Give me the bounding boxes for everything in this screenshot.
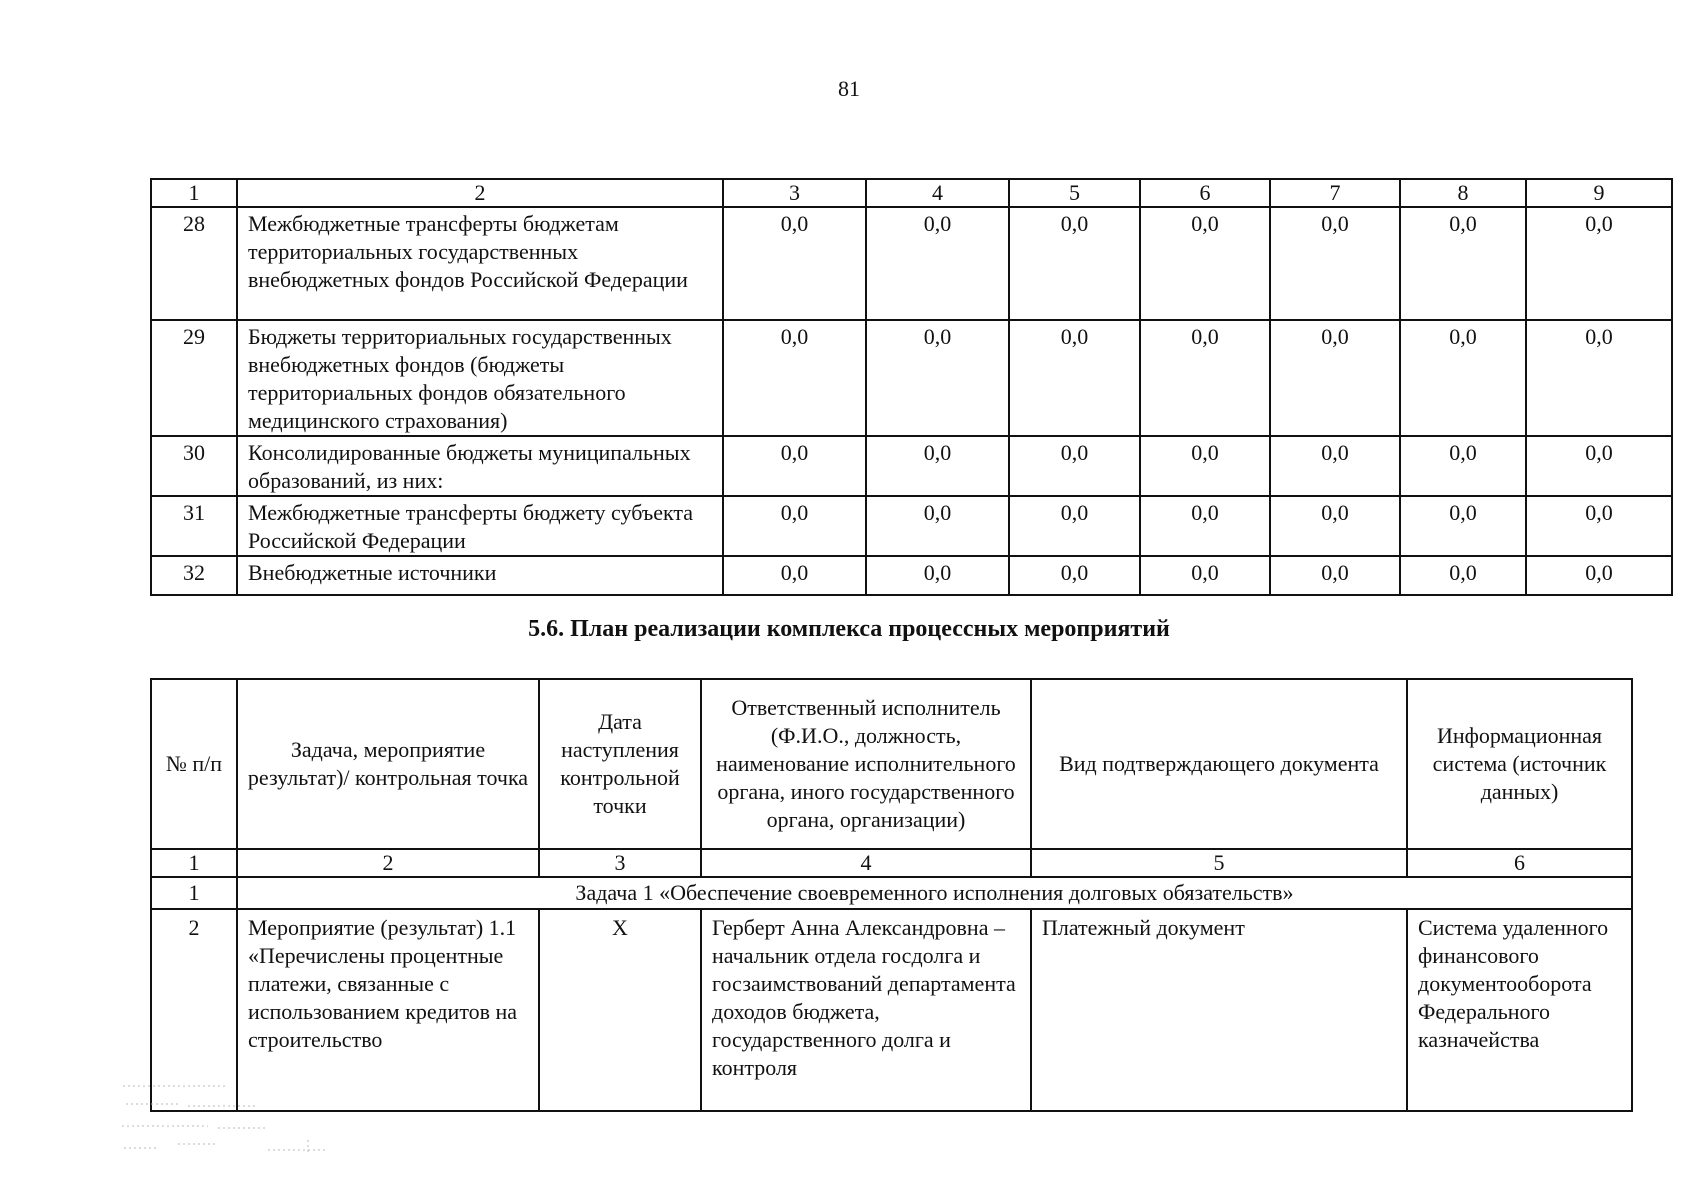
row-value: 0,0	[1400, 207, 1526, 320]
column-number: 4	[701, 849, 1031, 877]
column-number: 3	[723, 179, 866, 207]
column-numbers-row	[151, 849, 1632, 877]
row-value: 0,0	[1140, 320, 1270, 436]
row-number: 30	[151, 436, 237, 496]
task-row	[151, 877, 1632, 909]
row-number: 32	[151, 556, 237, 595]
column-number: 5	[1009, 179, 1140, 207]
header-number: № п/п	[151, 679, 237, 849]
table-row	[151, 909, 1632, 1111]
row-value: 0,0	[1140, 556, 1270, 595]
header-date: Дата наступления контрольной точки	[539, 679, 701, 849]
row-value: 0,0	[723, 556, 866, 595]
table-row	[151, 207, 1672, 320]
row-value: 0,0	[1140, 496, 1270, 556]
row-value: 0,0	[866, 496, 1009, 556]
row-value: 0,0	[1526, 320, 1672, 436]
row-value: 0,0	[1009, 436, 1140, 496]
row-value: 0,0	[1400, 496, 1526, 556]
column-number: 6	[1407, 849, 1632, 877]
column-number: 9	[1526, 179, 1672, 207]
row-value: 0,0	[723, 320, 866, 436]
table-row	[151, 496, 1672, 556]
row-name: Внебюджетные источники	[237, 556, 723, 595]
row-value: 0,0	[1400, 556, 1526, 595]
table-header-row	[151, 179, 1672, 207]
header-system: Информационная система (источник данных)	[1407, 679, 1632, 849]
row-value: 0,0	[1270, 496, 1400, 556]
row-value: 0,0	[866, 556, 1009, 595]
row-value: 0,0	[1400, 320, 1526, 436]
responsible-cell: Герберт Анна Александровна – начальник отдела госдолга и госзаимствований департамента доходов бюджета, государственного долга и контроля	[701, 909, 1031, 1111]
column-number: 5	[1031, 849, 1407, 877]
row-value: 0,0	[1270, 556, 1400, 595]
row-number: 31	[151, 496, 237, 556]
row-value: 0,0	[1400, 436, 1526, 496]
page-number: 81	[838, 76, 860, 101]
table-row	[151, 556, 1672, 595]
row-value: 0,0	[1526, 556, 1672, 595]
header-task: Задача, мероприятие результат)/ контрольная точка	[237, 679, 539, 849]
column-number: 4	[866, 179, 1009, 207]
row-value: 0,0	[866, 207, 1009, 320]
row-value: 0,0	[1140, 207, 1270, 320]
row-name: Межбюджетные трансферты бюджету субъекта Российской Федерации	[237, 496, 723, 556]
row-name: Бюджеты территориальных государственных внебюджетных фондов (бюджеты территориальных фондов обязательного медицинского страхования)	[237, 320, 723, 436]
column-number: 7	[1270, 179, 1400, 207]
table-header-row	[151, 679, 1632, 849]
row-value: 0,0	[1270, 320, 1400, 436]
row-value: 0,0	[866, 320, 1009, 436]
section-title: 5.6. План реализации комплекса процессных мероприятий	[528, 616, 1170, 642]
table-row	[151, 436, 1672, 496]
document-cell: Платежный документ	[1031, 909, 1407, 1111]
funding-table	[150, 178, 1673, 596]
process-plan-table	[150, 678, 1633, 1112]
row-value: 0,0	[1526, 436, 1672, 496]
task-title: Задача 1 «Обеспечение своевременного исполнения долговых обязательств»	[237, 877, 1632, 909]
row-value: 0,0	[723, 496, 866, 556]
row-number: 29	[151, 320, 237, 436]
row-value: 0,0	[1270, 207, 1400, 320]
activity-text: Мероприятие (результат) 1.1 «Перечислены процентные платежи, связанные с использованием кредитов на строительство	[237, 909, 539, 1111]
row-number: 1	[151, 877, 237, 909]
row-value: 0,0	[1009, 496, 1140, 556]
column-number: 8	[1400, 179, 1526, 207]
table-row	[151, 320, 1672, 436]
system-cell: Система удаленного финансового документооборота Федерального казначейства	[1407, 909, 1632, 1111]
row-value: 0,0	[723, 207, 866, 320]
row-value: 0,0	[1140, 436, 1270, 496]
row-value: 0,0	[1009, 207, 1140, 320]
column-number: 1	[151, 849, 237, 877]
row-value: 0,0	[1009, 320, 1140, 436]
row-value: 0,0	[1526, 496, 1672, 556]
row-value: 0,0	[1526, 207, 1672, 320]
column-number: 3	[539, 849, 701, 877]
column-number: 6	[1140, 179, 1270, 207]
scan-artifact-marks	[118, 1082, 348, 1162]
column-number: 2	[237, 179, 723, 207]
row-name: Консолидированные бюджеты муниципальных образований, из них:	[237, 436, 723, 496]
row-number: 2	[151, 909, 237, 1111]
header-document: Вид подтверждающего документа	[1031, 679, 1407, 849]
row-value: 0,0	[1009, 556, 1140, 595]
column-number: 1	[151, 179, 237, 207]
column-number: 2	[237, 849, 539, 877]
row-value: 0,0	[866, 436, 1009, 496]
row-number: 28	[151, 207, 237, 320]
date-cell: X	[539, 909, 701, 1111]
row-value: 0,0	[723, 436, 866, 496]
header-responsible: Ответственный исполнитель (Ф.И.О., должность, наименование исполнительного органа, иного государственного органа, организации)	[701, 679, 1031, 849]
row-name: Межбюджетные трансферты бюджетам территориальных государственных внебюджетных фондов Российской Федерации	[237, 207, 723, 320]
row-value: 0,0	[1270, 436, 1400, 496]
